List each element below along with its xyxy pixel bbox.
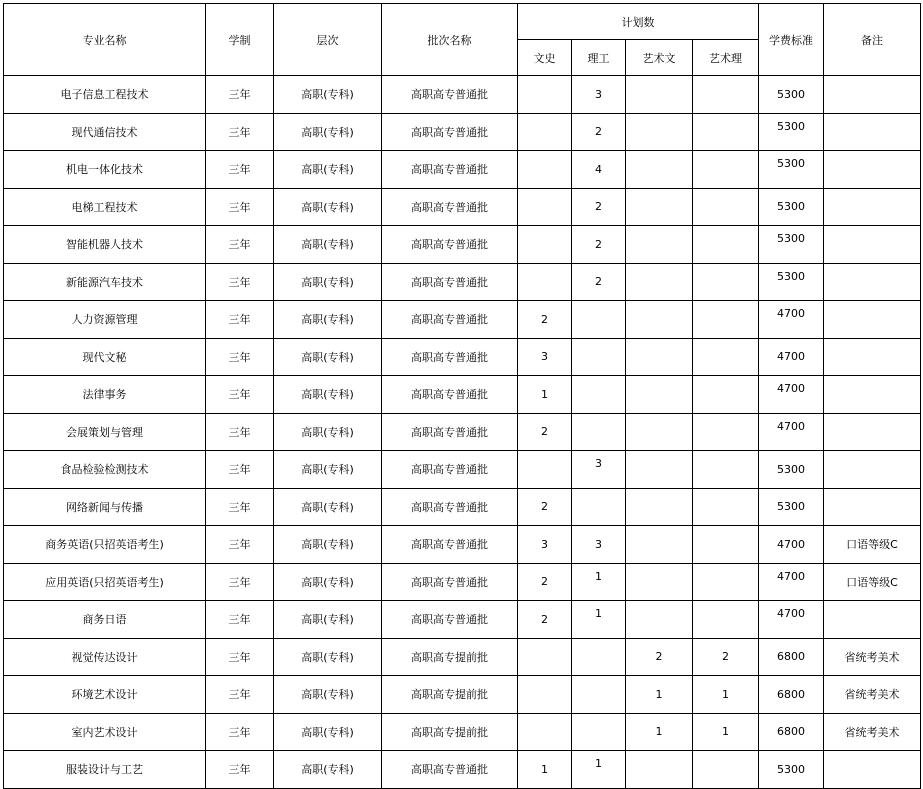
enrollment-plan-sheet [3, 3, 921, 789]
cell-level: 高职(专科) [274, 451, 382, 489]
header-fee: 学费标准 [759, 4, 824, 76]
cell-batch: 高职高专普通批 [382, 263, 518, 301]
cell-batch: 高职高专提前批 [382, 676, 518, 714]
cell-wenshi [518, 151, 572, 189]
cell-major: 视觉传达设计 [4, 638, 206, 676]
cell-wenshi [518, 638, 572, 676]
cell-major: 会展策划与管理 [4, 413, 206, 451]
table-row [4, 713, 921, 751]
table-row [4, 601, 921, 639]
cell-major: 新能源汽车技术 [4, 263, 206, 301]
cell-batch: 高职高专提前批 [382, 638, 518, 676]
cell-batch: 高职高专普通批 [382, 113, 518, 151]
header-ligong: 理工 [572, 40, 626, 76]
cell-wenshi: 1 [518, 376, 572, 414]
cell-ligong [572, 301, 626, 339]
cell-level: 高职(专科) [274, 488, 382, 526]
cell-ligong: 1 [572, 563, 626, 601]
cell-wenshi [518, 263, 572, 301]
table-row [4, 751, 921, 789]
cell-yishuli: 2 [693, 638, 759, 676]
cell-wenshi: 2 [518, 301, 572, 339]
cell-yishuwen [626, 188, 693, 226]
cell-batch: 高职高专普通批 [382, 451, 518, 489]
cell-fee: 5300 [759, 488, 824, 526]
enrollment-plan-table [3, 3, 921, 789]
cell-note [824, 263, 921, 301]
cell-yishuwen [626, 338, 693, 376]
cell-level: 高职(专科) [274, 676, 382, 714]
cell-fee: 4700 [759, 338, 824, 376]
cell-yishuli [693, 338, 759, 376]
cell-level: 高职(专科) [274, 301, 382, 339]
cell-fee: 4700 [759, 376, 824, 414]
cell-note [824, 451, 921, 489]
cell-fee: 6800 [759, 638, 824, 676]
table-row [4, 338, 921, 376]
table-row [4, 638, 921, 676]
cell-yishuli [693, 113, 759, 151]
cell-note: 省统考美术 [824, 638, 921, 676]
table-row [4, 76, 921, 114]
cell-wenshi [518, 451, 572, 489]
table-row [4, 526, 921, 564]
cell-note [824, 113, 921, 151]
cell-wenshi: 3 [518, 526, 572, 564]
cell-duration: 三年 [206, 751, 274, 789]
cell-yishuli: 1 [693, 676, 759, 714]
cell-level: 高职(专科) [274, 76, 382, 114]
cell-batch: 高职高专普通批 [382, 188, 518, 226]
cell-note: 省统考美术 [824, 676, 921, 714]
cell-yishuli [693, 188, 759, 226]
cell-yishuli [693, 226, 759, 264]
cell-yishuli [693, 526, 759, 564]
cell-fee: 5300 [759, 113, 824, 151]
cell-fee: 5300 [759, 226, 824, 264]
cell-level: 高职(专科) [274, 263, 382, 301]
cell-yishuwen [626, 226, 693, 264]
cell-ligong: 4 [572, 151, 626, 189]
table-row [4, 413, 921, 451]
cell-yishuwen [626, 526, 693, 564]
cell-fee: 5300 [759, 451, 824, 489]
table-row [4, 676, 921, 714]
table-row [4, 563, 921, 601]
cell-duration: 三年 [206, 526, 274, 564]
cell-yishuwen: 1 [626, 676, 693, 714]
table-row [4, 263, 921, 301]
cell-yishuli [693, 488, 759, 526]
cell-major: 应用英语(只招英语考生) [4, 563, 206, 601]
cell-note [824, 376, 921, 414]
cell-major: 电梯工程技术 [4, 188, 206, 226]
cell-yishuli [693, 601, 759, 639]
cell-major: 网络新闻与传播 [4, 488, 206, 526]
cell-major: 环境艺术设计 [4, 676, 206, 714]
cell-note [824, 751, 921, 789]
cell-major: 现代通信技术 [4, 113, 206, 151]
cell-yishuwen [626, 751, 693, 789]
cell-note [824, 413, 921, 451]
cell-note [824, 226, 921, 264]
cell-ligong [572, 488, 626, 526]
cell-batch: 高职高专普通批 [382, 76, 518, 114]
cell-fee: 6800 [759, 676, 824, 714]
cell-batch: 高职高专普通批 [382, 226, 518, 264]
header-yishuli: 艺术理 [693, 40, 759, 76]
cell-note: 口语等级C [824, 526, 921, 564]
cell-level: 高职(专科) [274, 338, 382, 376]
cell-level: 高职(专科) [274, 526, 382, 564]
cell-wenshi: 1 [518, 751, 572, 789]
cell-ligong [572, 413, 626, 451]
table-row [4, 301, 921, 339]
header-level: 层次 [274, 4, 382, 76]
cell-duration: 三年 [206, 76, 274, 114]
cell-yishuwen: 2 [626, 638, 693, 676]
cell-duration: 三年 [206, 338, 274, 376]
cell-major: 服装设计与工艺 [4, 751, 206, 789]
cell-batch: 高职高专普通批 [382, 151, 518, 189]
cell-yishuli [693, 76, 759, 114]
header-plan: 计划数 [518, 4, 759, 40]
cell-duration: 三年 [206, 376, 274, 414]
cell-level: 高职(专科) [274, 713, 382, 751]
cell-duration: 三年 [206, 301, 274, 339]
cell-duration: 三年 [206, 638, 274, 676]
cell-yishuli [693, 151, 759, 189]
table-row [4, 451, 921, 489]
cell-ligong: 3 [572, 526, 626, 564]
cell-yishuwen [626, 488, 693, 526]
cell-major: 人力资源管理 [4, 301, 206, 339]
cell-fee: 4700 [759, 563, 824, 601]
cell-ligong [572, 338, 626, 376]
cell-batch: 高职高专普通批 [382, 413, 518, 451]
cell-yishuli [693, 451, 759, 489]
cell-duration: 三年 [206, 676, 274, 714]
cell-duration: 三年 [206, 713, 274, 751]
cell-wenshi: 2 [518, 488, 572, 526]
cell-level: 高职(专科) [274, 413, 382, 451]
cell-batch: 高职高专普通批 [382, 488, 518, 526]
cell-note: 省统考美术 [824, 713, 921, 751]
header-batch: 批次名称 [382, 4, 518, 76]
cell-wenshi: 3 [518, 338, 572, 376]
cell-note [824, 76, 921, 114]
cell-major: 法律事务 [4, 376, 206, 414]
cell-ligong [572, 376, 626, 414]
header-major: 专业名称 [4, 4, 206, 76]
cell-ligong [572, 713, 626, 751]
cell-yishuwen: 1 [626, 713, 693, 751]
cell-fee: 5300 [759, 76, 824, 114]
cell-level: 高职(专科) [274, 151, 382, 189]
cell-batch: 高职高专普通批 [382, 563, 518, 601]
cell-batch: 高职高专普通批 [382, 376, 518, 414]
cell-batch: 高职高专普通批 [382, 338, 518, 376]
cell-major: 商务日语 [4, 601, 206, 639]
cell-wenshi: 2 [518, 413, 572, 451]
cell-major: 食品检验检测技术 [4, 451, 206, 489]
cell-yishuwen [626, 563, 693, 601]
cell-note [824, 188, 921, 226]
cell-wenshi [518, 188, 572, 226]
cell-major: 现代文秘 [4, 338, 206, 376]
cell-duration: 三年 [206, 601, 274, 639]
cell-major: 室内艺术设计 [4, 713, 206, 751]
cell-ligong: 2 [572, 113, 626, 151]
cell-yishuwen [626, 451, 693, 489]
cell-duration: 三年 [206, 226, 274, 264]
cell-yishuwen [626, 376, 693, 414]
table-body [4, 76, 921, 789]
cell-yishuwen [626, 76, 693, 114]
cell-major: 机电一体化技术 [4, 151, 206, 189]
cell-major: 商务英语(只招英语考生) [4, 526, 206, 564]
cell-ligong: 3 [572, 76, 626, 114]
cell-wenshi [518, 676, 572, 714]
cell-ligong: 2 [572, 188, 626, 226]
cell-ligong: 1 [572, 601, 626, 639]
cell-batch: 高职高专普通批 [382, 301, 518, 339]
cell-batch: 高职高专普通批 [382, 751, 518, 789]
cell-note [824, 601, 921, 639]
header-wenshi: 文史 [518, 40, 572, 76]
table-row [4, 188, 921, 226]
cell-note [824, 488, 921, 526]
cell-fee: 6800 [759, 713, 824, 751]
cell-duration: 三年 [206, 488, 274, 526]
cell-yishuli [693, 376, 759, 414]
cell-level: 高职(专科) [274, 376, 382, 414]
cell-yishuwen [626, 301, 693, 339]
cell-major: 电子信息工程技术 [4, 76, 206, 114]
cell-yishuwen [626, 263, 693, 301]
cell-yishuwen [626, 601, 693, 639]
cell-wenshi: 2 [518, 563, 572, 601]
table-row [4, 113, 921, 151]
cell-level: 高职(专科) [274, 751, 382, 789]
cell-yishuli [693, 263, 759, 301]
cell-fee: 5300 [759, 751, 824, 789]
cell-level: 高职(专科) [274, 638, 382, 676]
cell-fee: 5300 [759, 188, 824, 226]
cell-level: 高职(专科) [274, 226, 382, 264]
cell-fee: 4700 [759, 601, 824, 639]
cell-ligong: 2 [572, 226, 626, 264]
cell-wenshi [518, 226, 572, 264]
cell-fee: 4700 [759, 413, 824, 451]
cell-duration: 三年 [206, 451, 274, 489]
cell-ligong: 3 [572, 451, 626, 489]
cell-yishuwen [626, 113, 693, 151]
cell-note [824, 151, 921, 189]
cell-wenshi [518, 113, 572, 151]
cell-batch: 高职高专普通批 [382, 526, 518, 564]
cell-yishuwen [626, 151, 693, 189]
cell-note [824, 338, 921, 376]
cell-note [824, 301, 921, 339]
cell-batch: 高职高专普通批 [382, 601, 518, 639]
header-note: 备注 [824, 4, 921, 76]
cell-fee: 4700 [759, 301, 824, 339]
cell-duration: 三年 [206, 151, 274, 189]
header-yishuwen: 艺术文 [626, 40, 693, 76]
cell-level: 高职(专科) [274, 188, 382, 226]
cell-yishuli [693, 301, 759, 339]
cell-fee: 5300 [759, 263, 824, 301]
cell-fee: 5300 [759, 151, 824, 189]
cell-level: 高职(专科) [274, 113, 382, 151]
cell-duration: 三年 [206, 413, 274, 451]
cell-ligong [572, 676, 626, 714]
cell-duration: 三年 [206, 113, 274, 151]
cell-ligong: 2 [572, 263, 626, 301]
cell-major: 智能机器人技术 [4, 226, 206, 264]
table-row [4, 151, 921, 189]
cell-note: 口语等级C [824, 563, 921, 601]
cell-yishuli [693, 751, 759, 789]
cell-yishuli [693, 413, 759, 451]
cell-yishuli: 1 [693, 713, 759, 751]
header-duration: 学制 [206, 4, 274, 76]
cell-ligong: 1 [572, 751, 626, 789]
cell-wenshi [518, 76, 572, 114]
cell-yishuli [693, 563, 759, 601]
cell-batch: 高职高专提前批 [382, 713, 518, 751]
table-row [4, 226, 921, 264]
cell-ligong [572, 638, 626, 676]
cell-level: 高职(专科) [274, 563, 382, 601]
cell-duration: 三年 [206, 263, 274, 301]
cell-wenshi [518, 713, 572, 751]
table-row [4, 488, 921, 526]
table-row [4, 376, 921, 414]
cell-duration: 三年 [206, 563, 274, 601]
cell-yishuwen [626, 413, 693, 451]
cell-fee: 4700 [759, 526, 824, 564]
cell-duration: 三年 [206, 188, 274, 226]
cell-wenshi: 2 [518, 601, 572, 639]
cell-level: 高职(专科) [274, 601, 382, 639]
